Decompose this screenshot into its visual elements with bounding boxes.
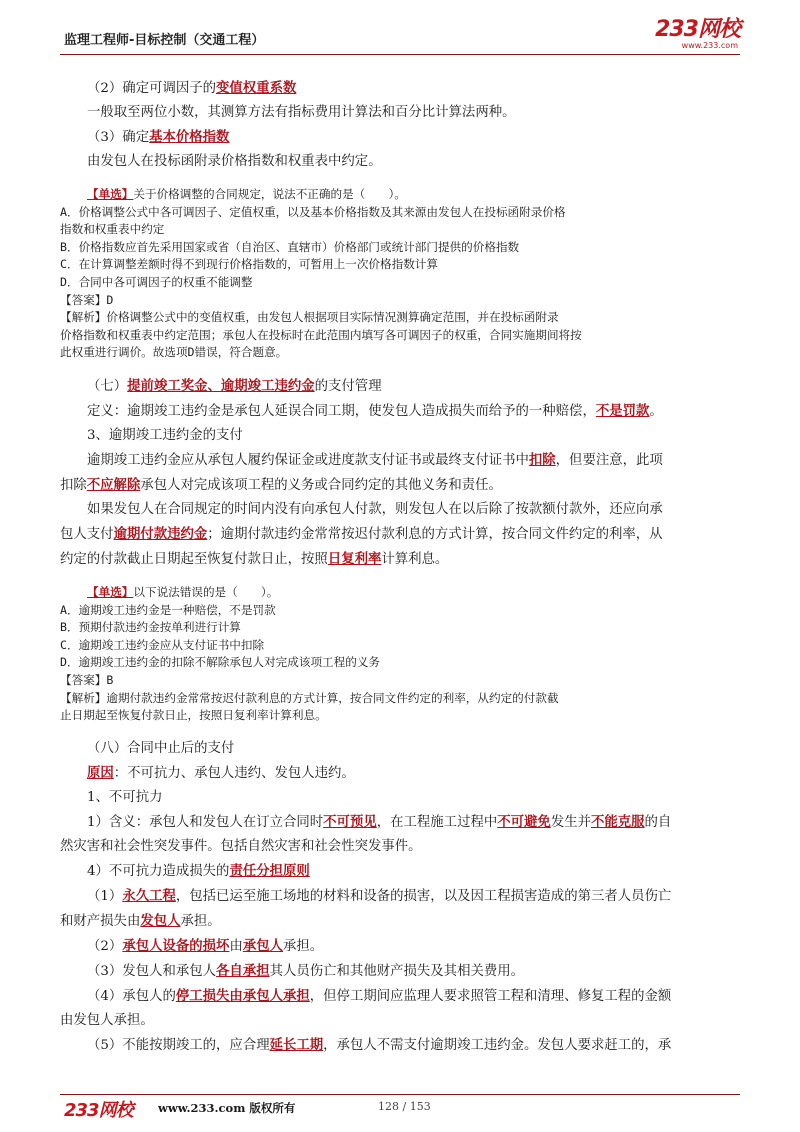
explanation-line: 【解析】价格调整公式中的变值权重，由发包人根据项目实际情况测算确定范围，并在投标函附录 bbox=[60, 310, 559, 325]
keyword: 各自承担 bbox=[216, 962, 270, 979]
list-item-5: （5）不能按期竣工的，应合理延长工期，承包人不需支付逾期竣工违约金。发包人要求赶工的，承 bbox=[87, 1036, 672, 1053]
keyword: 不能克服 bbox=[590, 813, 645, 830]
keyword: 扣除 bbox=[528, 451, 556, 468]
page-header bbox=[60, 17, 740, 55]
para-meaning: 1）含义：承包人和发包人在订立合同时不可预见，在工程施工过程中不可避免发生并不能克服的自 bbox=[87, 813, 672, 830]
para-deduction: 逾期竣工违约金应从承包人履约保证金或进度款支付证书或最终支付证书中扣除，但要注意，此项 bbox=[87, 451, 663, 468]
subheading-force-majeure: 1、不可抗力 bbox=[87, 789, 163, 805]
logo-url: www.233.com bbox=[681, 41, 738, 50]
keyword: 不是罚款 bbox=[595, 402, 650, 419]
keyword: 日复利率 bbox=[327, 550, 382, 567]
para-weight-coef: （2）确定可调因子的变值权重系数 bbox=[87, 80, 297, 96]
footer-copyright: www.233.com 版权所有 bbox=[158, 1101, 296, 1115]
explanation-line: 【解析】逾期付款违约金常常按迟付款利息的方式计算，按合同文件约定的利率，从约定的付款截 bbox=[60, 690, 559, 705]
para-responsibility: 4）不可抗力造成损失的责任分担原则 bbox=[87, 862, 310, 879]
explanation-line: 止日期起至恢复付款日止，按照日复利率计算利息。 bbox=[60, 708, 327, 723]
option-a: A．逾期竣工违约金是一种赔偿，不是罚款 bbox=[60, 602, 276, 617]
para-meaning-cont: 然灾害和社会性突发事件。包括自然灾害和社会性突发事件。 bbox=[60, 838, 422, 854]
explanation-line: 此权重进行调价。故选项D错误，符合题意。 bbox=[60, 345, 288, 360]
option-b: B．预期付款违约金按单利进行计算 bbox=[60, 620, 241, 635]
keyword: 基本价格指数 bbox=[149, 129, 230, 145]
keyword: 原因 bbox=[87, 764, 114, 781]
para-deduction-cont: 扣除不应解除承包人对完成该项工程的义务或合同约定的其他义务和责任。 bbox=[60, 476, 502, 493]
para-late-payment-cont: 包人支付逾期付款违约金；逾期付款违约金常常按迟付款利息的方式计算，按合同文件约定的利率，从 bbox=[60, 525, 663, 542]
keyword: 承包人 bbox=[242, 937, 283, 954]
keyword: 承包人设备的损坏 bbox=[122, 937, 230, 954]
question-1: 【单选】关于价格调整的合同规定，说法不正确的是（ ）。 A．价格调整公式中各可调因子、定值权重，以及基本价格指数及其来源由发包人在投标函附录价格 指数和权重表中约定 B．价格指数应首先采用国家或省（自治区、直辖市）价格部门或统计部门提供的价格指数 C．在计算调整差额时得不到现行价格指数的，可暂用上一次价格指数计算 D．合同中各可调因子的权重不能调整 【答案】D 【解析】价格调整公式中的变值权重，由发包人根据项目实际情况测算确定范围，并在投标函附录 价格指数和权重表中约定范围；承包人在投标时在此范围内填写各可调因子的权重，合同实施期间将按 此权重进行调价。故选项D错误，符合题意。 bbox=[60, 186, 740, 362]
para-base-index-desc: 由发包人在投标函附录价格指数和权重表中约定。 bbox=[87, 154, 382, 169]
list-item-2: （2）承包人设备的损坏由承包人承担。 bbox=[87, 937, 324, 954]
option-a-cont: 指数和权重表中约定 bbox=[60, 222, 165, 237]
answer: 【答案】D bbox=[60, 292, 114, 307]
list-item-1-cont: 和财产损失由发包人承担。 bbox=[60, 912, 221, 929]
para-late-payment: 如果发包人在合同规定的时间内没有向承包人付款，则发包人在以后除了按款额付款外，还应向承 bbox=[87, 501, 663, 517]
option-d: D．合同中各可调因子的权重不能调整 bbox=[60, 274, 253, 289]
keyword: 不应解除 bbox=[86, 476, 141, 493]
list-item-3: （3）发包人和承包人各自承担其人员伤亡和其他财产损失及其相关费用。 bbox=[87, 962, 525, 979]
footer-logo: 233网校 bbox=[64, 1100, 133, 1121]
keyword: 逾期付款违约金 bbox=[113, 525, 208, 542]
keyword: 不可避免 bbox=[497, 813, 551, 830]
para-base-index: （3）确定基本价格指数 bbox=[87, 129, 230, 145]
page-content bbox=[60, 76, 740, 1058]
question-2: 【单选】以下说法错误的是（ ）。 A．逾期竣工违约金是一种赔偿，不是罚款 B．预期付款违约金按单利进行计算 C．逾期竣工违约金应从支付证书中扣除 D．逾期竣工违约金的扣除不解除承包人对完成该项工程的义务 【答案】B 【解析】逾期付款违约金常常按迟付款利息的方式计算，按合同文件约定的利率，从约定的付款截 止日期起至恢复付款日止，按照日复利率计算利息。 bbox=[60, 584, 740, 725]
option-c: C．在计算调整差额时得不到现行价格指数的，可暂用上一次价格指数计算 bbox=[60, 257, 438, 272]
keyword: 不可预见 bbox=[323, 813, 377, 830]
keyword: 永久工程 bbox=[122, 887, 176, 904]
list-item-4: （4）承包人的停工损失由承包人承担，但停工期间应监理人要求照管工程和清理、修复工程的金额 bbox=[87, 987, 672, 1004]
keyword: 延长工期 bbox=[269, 1036, 324, 1053]
keyword: 责任分担原则 bbox=[229, 862, 310, 879]
para-definition: 定义：逾期竣工违约金是承包人延误合同工期，使发包人造成损失而给予的一种赔偿，不是罚款。 bbox=[87, 402, 663, 419]
para-late-payment-cont: 约定的付款截止日期起至恢复付款日止，按照日复利率计算利息。 bbox=[60, 550, 449, 567]
logo-text: 233网校 bbox=[655, 17, 740, 42]
option-b: B．价格指数应首先采用国家或省（自治区、直辖市）价格部门或统计部门提供的价格指数 bbox=[60, 239, 520, 254]
keyword: 提前竣工奖金、逾期竣工违约金 bbox=[127, 377, 315, 394]
keyword: 变值权重系数 bbox=[216, 80, 297, 96]
section-heading-7: （七）提前竣工奖金、逾期竣工违约金的支付管理 bbox=[87, 377, 382, 394]
list-item-4-cont: 由发包人承担。 bbox=[60, 1012, 154, 1028]
option-a: A．价格调整公式中各可调因子、定值权重，以及基本价格指数及其来源由发包人在投标函附录价格 bbox=[60, 204, 566, 219]
option-c: C．逾期竣工违约金应从支付证书中扣除 bbox=[60, 637, 265, 652]
subheading-payment: 3、逾期竣工违约金的支付 bbox=[87, 427, 243, 443]
option-d: D．逾期竣工违约金的扣除不解除承包人对完成该项工程的义务 bbox=[60, 655, 381, 670]
explanation-line: 价格指数和权重表中约定范围；承包人在投标时在此范围内填写各可调因子的权重，合同实施期间将按 bbox=[60, 327, 582, 342]
para-causes: 原因：不可抗力、承包人违约、发包人违约。 bbox=[87, 764, 355, 781]
section-heading-8: （八）合同中止后的支付 bbox=[87, 740, 235, 756]
list-item-1: （1）永久工程，包括已运至施工场地的材料和设备的损害，以及因工程损害造成的第三者人员伤亡 bbox=[87, 887, 672, 904]
brand-logo bbox=[655, 19, 740, 50]
para-weight-desc: 一般取至两位小数，其测算方法有指标费用计算法和百分比计算法两种。 bbox=[87, 105, 516, 120]
keyword: 停工损失由承包人承担 bbox=[175, 987, 310, 1004]
question-tag: 【单选】 bbox=[87, 584, 134, 599]
document-title: 监理工程师-目标控制（交通工程） bbox=[64, 33, 265, 48]
page-number: 128 / 153 bbox=[378, 1100, 431, 1113]
page-footer bbox=[60, 1094, 740, 1121]
keyword: 发包人 bbox=[140, 912, 181, 929]
answer: 【答案】B bbox=[60, 672, 114, 687]
question-tag: 【单选】 bbox=[87, 187, 134, 201]
